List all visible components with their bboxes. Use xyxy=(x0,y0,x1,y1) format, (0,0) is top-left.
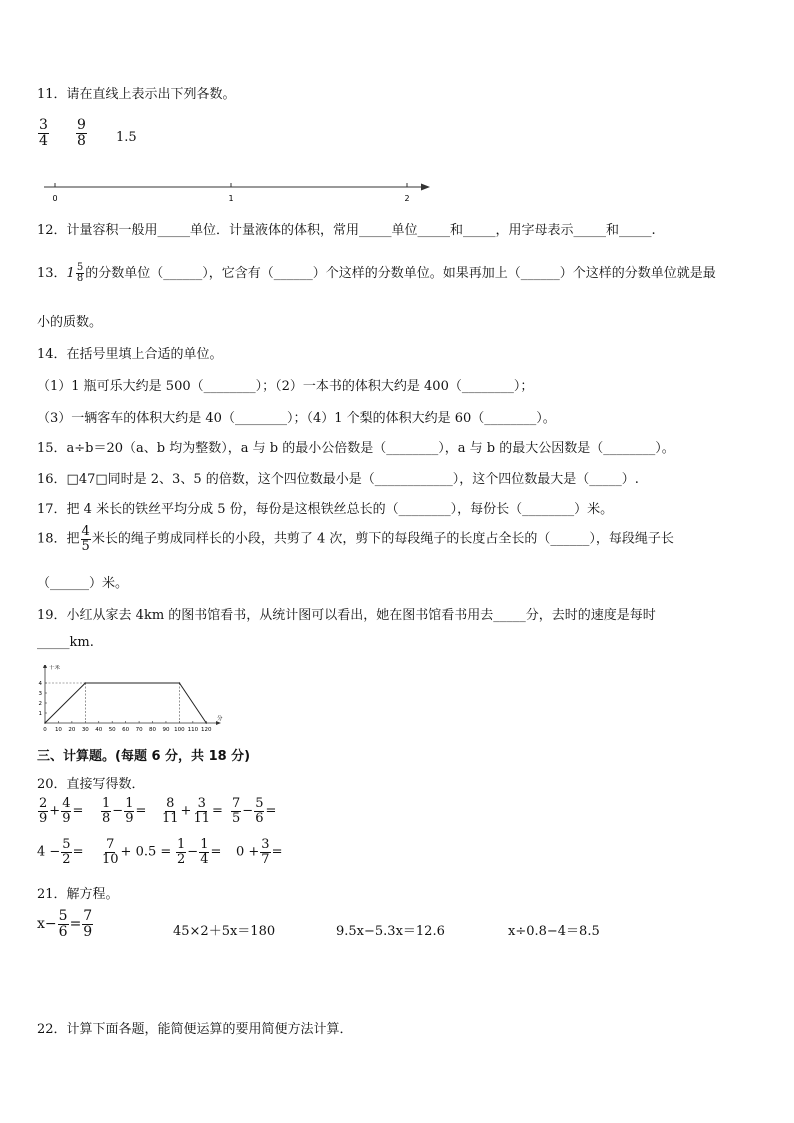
chart-point xyxy=(179,682,181,684)
q20-item-6: $\frac{7}{10}$ + 0.5 = xyxy=(102,837,172,867)
q13-line2: 小的质数。 xyxy=(37,315,103,330)
q21-eq-2: 45×2＋5x＝180 xyxy=(173,924,276,939)
q14-text: 14．在括号里填上合适的单位。 xyxy=(37,347,223,362)
chart-x-tick-label: 30 xyxy=(81,727,89,733)
q20-item-5: 4 − $\frac{5}{2}$ = xyxy=(37,837,84,867)
chart-y-tick-label: 3 xyxy=(38,691,42,697)
chart-x-tick-label: 20 xyxy=(68,727,76,733)
chart-x-tick-label: 40 xyxy=(95,727,103,733)
number-line xyxy=(40,178,435,204)
q22-text: 22．计算下面各题，能简便运算的要用简便方法计算． xyxy=(37,1022,353,1037)
q14-line1: （1）1 瓶可乐大约是 500（________）；（2）一本书的体积大约是 400（________）； xyxy=(37,379,534,394)
q11-value-1-5: 1.5 xyxy=(116,130,137,145)
q18-line2: （______）米。 xyxy=(37,576,129,591)
chart-y-tick-label: 1 xyxy=(38,711,42,717)
number-line-arrow xyxy=(421,184,430,191)
q19-line2: _____km. xyxy=(37,635,94,650)
q21-eq-4: x÷0.8−4＝8.5 xyxy=(508,924,600,939)
q16-text: 16．□47□同时是 2、3、5 的倍数，这个四位数最小是（____________），这个四位数最大是（_____）. xyxy=(37,472,639,487)
q13-rest: 的分数单位（______），它含有（______）个这样的分数单位。如果再加上（______）个这样的分数单位就是最 xyxy=(85,266,716,281)
q20-item-2: $\frac{1}{8}$ − $\frac{1}{9}$ = xyxy=(102,796,147,826)
tick-label-2: 2 xyxy=(404,194,410,203)
tick-label-1: 1 xyxy=(228,194,234,203)
q17-text: 17．把 4 米长的铁丝平均分成 5 份，每份是这根铁丝总长的（________），每份长（________）米。 xyxy=(37,502,614,517)
q20-item-4: $\frac{7}{5}$ − $\frac{5}{6}$ = xyxy=(232,796,277,826)
q11-fraction-3-4: $\frac{3}{4}$ xyxy=(39,117,48,149)
chart-x-tick-label: 110 xyxy=(187,727,199,733)
tick-label-0: 0 xyxy=(52,194,58,203)
q13-mixed-fraction: $\frac{5}{8}$ xyxy=(76,261,84,284)
q18-fraction: $\frac{4}{5}$ xyxy=(81,524,90,554)
q20-item-1: $\frac{2}{9}$ + $\frac{4}{9}$ = xyxy=(39,796,84,826)
chart-x-tick-label: 60 xyxy=(122,727,130,733)
q13-mixed-number: 1 xyxy=(66,266,75,281)
chart-y-tick-label: 4 xyxy=(38,681,42,687)
q15-text: 15．a÷b＝20（a、b 均为整数），a 与 b 的最小公倍数是（________），a 与 b 的最大公因数是（________）。 xyxy=(37,441,675,456)
q21-eq-1: x− $\frac{5}{6}$ = $\frac{7}{9}$ xyxy=(37,908,93,940)
q13-line1 xyxy=(37,262,716,285)
chart-x-tick-label: 0 xyxy=(43,727,47,733)
chart-x-tick-label: 70 xyxy=(135,727,143,733)
chart-y-label: 千米 xyxy=(49,665,61,671)
q13-number: 13． xyxy=(37,266,67,281)
chart-point xyxy=(85,682,87,684)
chart-x-tick-label: 90 xyxy=(162,727,170,733)
chart-y-arrow xyxy=(43,665,47,668)
q11-fraction-9-8: $\frac{9}{8}$ xyxy=(77,117,86,149)
q18-line1: 18．把 $\frac{4}{5}$ 米长的绳子剪成同样长的小段，共剪了 4 次，剪下的每段绳子的长度占全长的（______），每段绳子长 xyxy=(37,524,674,554)
q20-item-8: 0 + $\frac{3}{7}$ = xyxy=(236,837,283,867)
chart-x-tick-label: 10 xyxy=(54,727,62,733)
distance-time-chart xyxy=(33,665,223,737)
q20-item-7: $\frac{1}{2}$ − $\frac{1}{4}$ = xyxy=(177,837,222,867)
chart-x-label: 分 xyxy=(217,716,223,722)
q19-line1: 19．小红从家去 4km 的图书馆看书，从统计图可以看出，她在图书馆看书用去_____分，去时的速度是每时 xyxy=(37,608,656,623)
q20-item-3: $\frac{8}{11}$ + $\frac{3}{11}$ = xyxy=(162,796,223,826)
chart-x-tick-label: 80 xyxy=(149,727,157,733)
q12-text: 12．计量容积一般用_____单位．计量液体的体积，常用_____单位_____和_____，用字母表示_____和_____. xyxy=(37,223,656,238)
chart-x-tick-label: 120 xyxy=(201,727,212,733)
chart-point xyxy=(44,722,46,724)
chart-x-tick-label: 50 xyxy=(108,727,116,733)
chart-y-tick-label: 2 xyxy=(38,701,42,707)
chart-x-tick-label: 100 xyxy=(174,727,185,733)
section3-title: 三、计算题。(每题 6 分，共 18 分) xyxy=(37,749,251,764)
chart-series-line xyxy=(45,683,206,723)
q21-eq-3: 9.5x−5.3x＝12.6 xyxy=(336,924,445,939)
q14-line2: （3）一辆客车的体积大约是 40（________）；（4）1 个梨的体积大约是 60（________）。 xyxy=(37,411,556,426)
chart-point xyxy=(205,722,207,724)
q20-text: 20．直接写得数． xyxy=(37,777,145,792)
q21-text: 21．解方程。 xyxy=(37,887,119,902)
q11-text: 11．请在直线上表示出下列各数。 xyxy=(37,87,236,102)
